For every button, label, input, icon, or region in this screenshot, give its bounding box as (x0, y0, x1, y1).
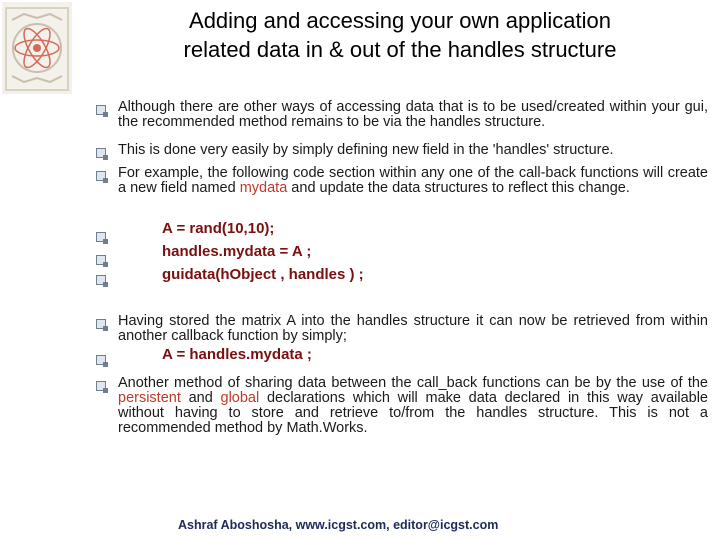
square-bullet-icon (96, 255, 106, 265)
code-line: handles.mydata = A ; (162, 243, 312, 260)
square-bullet-icon (96, 105, 106, 115)
footer-credit: Ashraf Aboshosha, www.icgst.com, editor@icgst.com (178, 518, 499, 532)
keyword-global: global (220, 390, 260, 406)
bullet-text (118, 376, 708, 436)
square-bullet-icon (96, 319, 106, 329)
code-line: A = rand(10,10); (162, 220, 275, 237)
title-line-1: Adding and accessing your own application (189, 8, 611, 33)
code-line: A = handles.mydata ; (162, 346, 312, 363)
bullet-text-part: and update the data structures to reflect this change. (287, 180, 630, 196)
slide-title (92, 6, 708, 64)
bullet-text: This is done very easily by simply defining new field in the 'handles' structure. (118, 142, 614, 158)
bullet-text-part: declarations which will make data declared in this way available without having to store and retrieve to/from the handles structure. This is not a recommended method by Math.Works. (118, 390, 708, 436)
square-bullet-icon (96, 171, 106, 181)
bullet-text (118, 166, 708, 196)
square-bullet-icon (96, 381, 106, 391)
square-bullet-icon (96, 232, 106, 242)
keyword-persistent: persistent (118, 390, 181, 406)
bullet-text-part: Another method of sharing data between the call_back functions can be by the use of the (118, 375, 708, 391)
square-bullet-icon (96, 148, 106, 158)
bullet-text-part: For example, the following code section within any one of the call-back functions will create a new field named (118, 165, 708, 196)
square-bullet-icon (96, 355, 106, 365)
bullet-text: Although there are other ways of accessing data that is to be used/created within your gui, the recommended method remains to be via the handles structure. (118, 99, 708, 130)
icgst-logo (2, 2, 72, 94)
code-line: guidata(hObject , handles ) ; (162, 266, 364, 283)
bullet-text-part: and (180, 390, 221, 406)
square-bullet-icon (96, 275, 106, 285)
keyword-mydata: mydata (239, 180, 288, 196)
title-line-2: related data in & out of the handles structure (183, 37, 617, 62)
bullet-text: Having stored the matrix A into the handles structure it can now be retrieved from within another callback function by simply; (118, 313, 708, 344)
